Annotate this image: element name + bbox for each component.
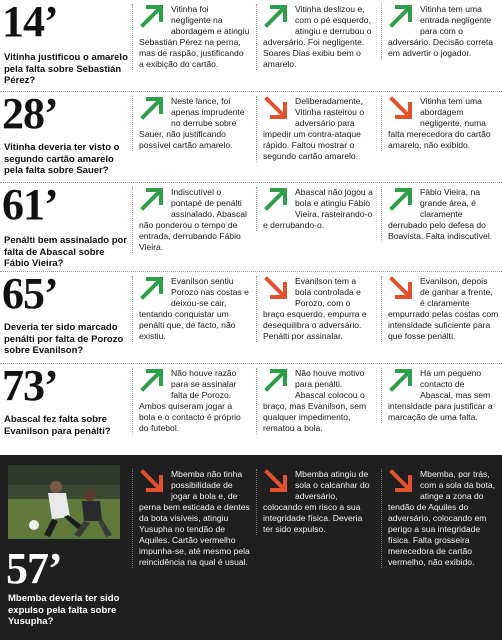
up-arrow-icon — [263, 368, 291, 392]
up-arrow-icon — [139, 96, 167, 120]
incident-question: Vitinha deveria ter visto o segundo cartão amarelo pela falta sobre Sauer? — [4, 142, 120, 176]
verdict-1 — [132, 276, 250, 342]
verdict-1 — [132, 187, 250, 253]
verdict-3 — [381, 469, 499, 568]
up-arrow-icon — [388, 368, 416, 392]
verdict-text: Deliberadamente, Vitinha rasteirou o adversário para impedir um contra-ataque rápido. Faltou mostrar o segundo cartão amarelo. — [263, 96, 365, 161]
incident-row-14 — [0, 0, 502, 92]
down-arrow-icon — [388, 469, 416, 493]
incident-question: Deveria ter sido marcado penálti por falta de Porozo sobre Evanilson? — [4, 322, 124, 356]
verdict-2 — [256, 4, 374, 70]
up-arrow-icon — [139, 4, 167, 28]
verdict-text: Não houve motivo para penálti. Abascal colocou o braço, mas Evanilson, sem qualquer impedimento, rematou a bola. — [263, 368, 367, 433]
up-arrow-icon — [139, 276, 167, 300]
up-arrow-icon — [388, 187, 416, 211]
verdict-text: Vitinha deslizou e, com o pé esquerdo, atingiu e derrubou o adversário. Foi negligente. Soares Dias exibiu bem o amarelo. — [263, 4, 372, 69]
verdict-2 — [256, 187, 374, 231]
minute-label: 57’ — [6, 544, 62, 593]
verdict-2 — [256, 276, 374, 342]
verdict-text: Mbemba não tinha possibilidade de jogar a bola e, de perna bem esticada e dentes da bota visíveis, atingiu Yusupha no tendão de Aquiles. Cartão vermelho impunha-se, até mesmo pela reincidência na qual é usual. — [139, 469, 250, 567]
incident-question: Mbemba deveria ter sido expulso pela falta sobre Yusupha? — [8, 593, 120, 627]
down-arrow-icon — [263, 276, 291, 300]
verdict-text: Vitinha tem uma abordagem negligente, numa falta merecedora do cartão amarelo, não exibido. — [388, 96, 491, 150]
down-arrow-icon — [388, 276, 416, 300]
down-arrow-icon — [388, 96, 416, 120]
match-photo — [8, 465, 120, 539]
verdict-text: Mbemba atingiu de sola o calcanhar do adversário, colocando em risco a sua integridade física. Deveria ter sido expulso. — [263, 469, 370, 534]
verdict-text: Fábio Vieira, na grande área, é claramente derrubado pelo defesa do Boavista. Falta indiscutível. — [388, 187, 493, 241]
incident-row-57 — [0, 455, 502, 640]
minute-label: 61’ — [2, 180, 58, 229]
verdict-3 — [381, 96, 499, 151]
verdict-text: Evanilson, depois de ganhar a frente, é claramente empurrado pelas costas com intensidade suficiente para que fosse penálti. — [388, 276, 499, 341]
verdict-text: Há um pequeno contacto de Abascal, mas sem intensidade para justificar a marcação de uma falta. — [388, 368, 493, 422]
incident-row-65 — [0, 269, 502, 364]
incident-row-61 — [0, 180, 502, 272]
verdict-text: Mbemba, por trás, com a sola da bota, atinge a zona do tendão de Aquiles do adversário, colocando em perigo a sua integridade física. Falta grosseira merecedora de cartão vermelho, não exibido. — [388, 469, 496, 567]
verdict-2 — [256, 96, 374, 162]
verdict-text: Evanilson tem a bola controlada e Porozo, com o braço esquerdo, empurra e desequilibra o adversário. Penálti por assinalar. — [263, 276, 367, 341]
verdict-3 — [381, 187, 499, 242]
minute-label: 73’ — [2, 361, 58, 410]
down-arrow-icon — [263, 96, 291, 120]
verdict-3 — [381, 276, 499, 342]
up-arrow-icon — [263, 187, 291, 211]
verdict-text: Abascal não jogou a bola e atingiu Fábio Vieira, rasteirando-o e derrubando-o. — [263, 187, 373, 230]
minute-label: 65’ — [2, 269, 58, 318]
minute-label: 28’ — [2, 89, 58, 138]
verdict-1 — [132, 4, 250, 70]
verdict-text: Neste lance, foi apenas imprudente no derrube sobre Sauer, não justificando possível cartão amarelo. — [139, 96, 245, 150]
verdict-text: Vitinha foi negligente na abordagem e atingiu Sebastián Pérez na perna, mas de raspão, justificando a exibição do cartão. — [139, 4, 250, 69]
verdict-1 — [132, 96, 250, 151]
incident-row-73 — [0, 361, 502, 452]
verdict-text: Não houve razão para se assinalar falta de Porozo. Ambos quiseram jogar a bola e o contacto é próprio do futebol. — [139, 368, 241, 433]
up-arrow-icon — [139, 368, 167, 392]
match-photo-image — [8, 465, 120, 539]
down-arrow-icon — [263, 469, 291, 493]
verdict-text: Indiscutível o pontapé de penálti assinalado. Abascal não ponderou o tempo de entrada, derrubando Fábio Vieira. — [139, 187, 247, 252]
verdict-1 — [132, 368, 250, 434]
verdict-1 — [132, 469, 250, 568]
up-arrow-icon — [263, 4, 291, 28]
incident-question: Abascal fez falta sobre Evanilson para penálti? — [4, 414, 111, 437]
up-arrow-icon — [139, 187, 167, 211]
down-arrow-icon — [139, 469, 167, 493]
verdict-text: Vitinha tem uma entrada negligente para com o adversário. Decisão correta em advertir o jogador. — [388, 4, 494, 58]
verdict-3 — [381, 368, 499, 423]
verdict-2 — [256, 368, 374, 434]
incident-question: Vitinha justificou o amarelo pela falta sobre Sebastián Pérez? — [4, 52, 128, 86]
verdict-2 — [256, 469, 374, 535]
incident-row-28 — [0, 89, 502, 183]
verdict-3 — [381, 4, 499, 59]
up-arrow-icon — [388, 4, 416, 28]
verdict-text: Evanilson sentiu Porozo nas costas e deixou-se cair, tentando conquistar um penálti que, de facto, não existiu. — [139, 276, 249, 341]
minute-label: 14’ — [2, 0, 58, 46]
incident-question: Penálti bem assinalado por falta de Abascal sobre Fábio Vieira? — [4, 235, 128, 269]
